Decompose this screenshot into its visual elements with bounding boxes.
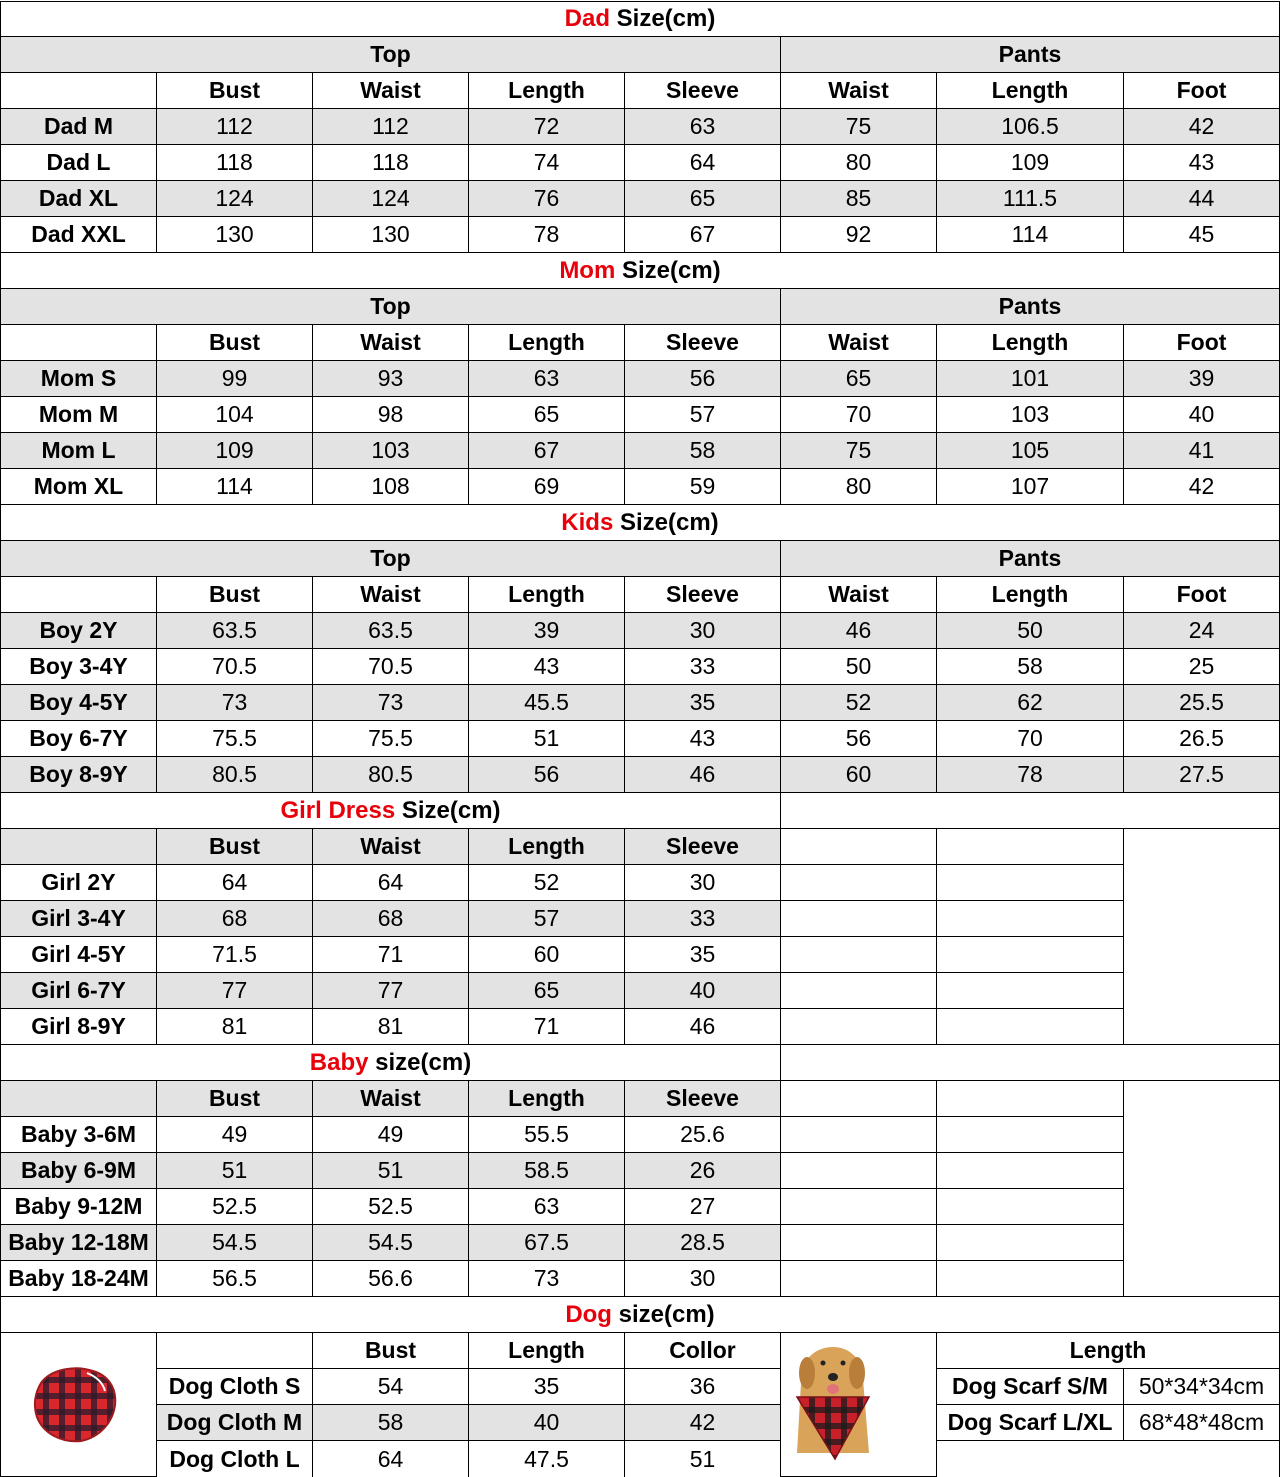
baby-corner-cell [0,1081,157,1117]
mom-value-cell: 58 [625,433,781,469]
dog-cloth-value-cell: 54 [313,1369,469,1405]
mom-value-cell: 103 [313,433,469,469]
baby-value-cell: 54.5 [313,1225,469,1261]
girl-value-cell: 35 [625,937,781,973]
mom-value-cell: 56 [625,361,781,397]
dad-value-cell: 112 [313,109,469,145]
dog-scarf-column-header: Length [937,1333,1280,1369]
dog-cloth-row-label: Dog Cloth L [157,1441,313,1477]
dad-value-cell: 92 [781,217,937,253]
girl-empty-cell [781,973,937,1009]
baby-empty-cell [781,1117,937,1153]
girl-value-cell: 71 [313,937,469,973]
girl-value-cell: 71 [469,1009,625,1045]
dad-value-cell: 106.5 [937,109,1124,145]
baby-title-rest: size(cm) [368,1048,472,1076]
baby-row-label: Baby 6-9M [0,1153,157,1189]
baby-value-cell: 56.6 [313,1261,469,1297]
kids-value-cell: 43 [625,721,781,757]
kids-value-cell: 70.5 [157,649,313,685]
baby-value-cell: 73 [469,1261,625,1297]
girl-column-header: Waist [313,829,469,865]
kids-title-highlight: Kids [561,508,614,536]
kids-value-cell: 62 [937,685,1124,721]
baby-value-cell: 49 [157,1117,313,1153]
dad-value-cell: 65 [625,181,781,217]
mom-row-label: Mom S [0,361,157,397]
mom-value-cell: 108 [313,469,469,505]
girl-title-highlight: Girl Dress [280,796,396,824]
mom-value-cell: 103 [937,397,1124,433]
baby-value-cell: 26 [625,1153,781,1189]
mom-value-cell: 80 [781,469,937,505]
kids-value-cell: 39 [469,613,625,649]
baby-row-label: Baby 3-6M [0,1117,157,1153]
dog-cloth-value-cell: 40 [469,1405,625,1441]
dog-scarf-value-cell: 68*48*48cm [1124,1405,1280,1441]
baby-value-cell: 63 [469,1189,625,1225]
kids-column-header: Length [469,577,625,613]
dad-column-header: Waist [781,73,937,109]
girl-value-cell: 68 [157,901,313,937]
dad-row-label: Dad XXL [0,217,157,253]
kids-value-cell: 73 [313,685,469,721]
girl-empty-cell [937,1009,1124,1045]
dad-value-cell: 118 [157,145,313,181]
dad-value-cell: 112 [157,109,313,145]
dog-title-highlight: Dog [565,1300,612,1328]
baby-value-cell: 52.5 [157,1189,313,1225]
baby-column-header: Bust [157,1081,313,1117]
girl-value-cell: 81 [157,1009,313,1045]
baby-value-cell: 51 [157,1153,313,1189]
girl-corner-cell [0,829,157,865]
dad-column-header: Length [937,73,1124,109]
dad-value-cell: 118 [313,145,469,181]
dad-value-cell: 124 [157,181,313,217]
kids-column-header: Foot [1124,577,1280,613]
mom-value-cell: 39 [1124,361,1280,397]
girl-empty-cell [781,829,937,865]
kids-value-cell: 33 [625,649,781,685]
mom-value-cell: 65 [781,361,937,397]
mom-value-cell: 75 [781,433,937,469]
mom-column-header: Sleeve [625,325,781,361]
girl-empty-cell [937,937,1124,973]
mom-value-cell: 109 [157,433,313,469]
mom-column-header: Length [937,325,1124,361]
mom-top-group-header: Top [0,289,781,325]
dad-value-cell: 130 [157,217,313,253]
baby-title [0,1045,781,1081]
dog-title-rest: size(cm) [611,1300,715,1328]
dog-cloth-column-header: Collor [625,1333,781,1369]
dad-column-header: Foot [1124,73,1280,109]
kids-column-header: Length [937,577,1124,613]
mom-value-cell: 104 [157,397,313,433]
kids-value-cell: 63.5 [157,613,313,649]
mom-value-cell: 69 [469,469,625,505]
dog-cloth-row-label: Dog Cloth S [157,1369,313,1405]
dog-title [0,1297,1280,1333]
girl-empty-cell [937,865,1124,901]
dad-value-cell: 130 [313,217,469,253]
girl-value-cell: 30 [625,865,781,901]
baby-empty-cell [781,1153,937,1189]
mom-value-cell: 105 [937,433,1124,469]
baby-empty-cell [937,1225,1124,1261]
kids-value-cell: 24 [1124,613,1280,649]
baby-value-cell: 58.5 [469,1153,625,1189]
kids-title-rest: Size(cm) [613,508,719,536]
dad-value-cell: 74 [469,145,625,181]
girl-value-cell: 60 [469,937,625,973]
dad-column-header: Sleeve [625,73,781,109]
kids-row-label: Boy 3-4Y [0,649,157,685]
girl-value-cell: 33 [625,901,781,937]
mom-value-cell: 93 [313,361,469,397]
mom-value-cell: 67 [469,433,625,469]
dad-value-cell: 72 [469,109,625,145]
kids-value-cell: 58 [937,649,1124,685]
girl-value-cell: 52 [469,865,625,901]
kids-value-cell: 80.5 [157,757,313,793]
kids-value-cell: 26.5 [1124,721,1280,757]
girl-title-filler [781,793,1280,829]
mom-value-cell: 101 [937,361,1124,397]
kids-row-label: Boy 4-5Y [0,685,157,721]
girl-value-cell: 77 [157,973,313,1009]
girl-row-label: Girl 4-5Y [0,937,157,973]
dad-value-cell: 42 [1124,109,1280,145]
mom-value-cell: 59 [625,469,781,505]
kids-value-cell: 56 [469,757,625,793]
kids-value-cell: 73 [157,685,313,721]
girl-column-header: Length [469,829,625,865]
baby-value-cell: 25.6 [625,1117,781,1153]
baby-empty-cell [781,1225,937,1261]
girl-column-header: Sleeve [625,829,781,865]
girl-value-cell: 64 [313,865,469,901]
dad-value-cell: 114 [937,217,1124,253]
dad-top-group-header: Top [0,37,781,73]
baby-value-cell: 56.5 [157,1261,313,1297]
mom-row-label: Mom L [0,433,157,469]
kids-value-cell: 25 [1124,649,1280,685]
kids-value-cell: 52 [781,685,937,721]
girl-empty-cell [937,901,1124,937]
baby-empty-right-block [1124,1081,1280,1297]
mom-pants-group-header: Pants [781,289,1280,325]
kids-value-cell: 50 [781,649,937,685]
dog-cloth-value-cell: 47.5 [469,1441,625,1477]
kids-value-cell: 70.5 [313,649,469,685]
dog-cloth-value-cell: 36 [625,1369,781,1405]
kids-row-label: Boy 2Y [0,613,157,649]
dog-cloth-value-cell: 51 [625,1441,781,1477]
dad-corner-cell [0,73,157,109]
mom-value-cell: 65 [469,397,625,433]
kids-value-cell: 70 [937,721,1124,757]
baby-empty-cell [937,1189,1124,1225]
kids-column-header: Sleeve [625,577,781,613]
dad-value-cell: 44 [1124,181,1280,217]
mom-title-rest: Size(cm) [615,256,721,284]
girl-value-cell: 81 [313,1009,469,1045]
mom-value-cell: 107 [937,469,1124,505]
mom-column-header: Length [469,325,625,361]
kids-value-cell: 45.5 [469,685,625,721]
baby-value-cell: 54.5 [157,1225,313,1261]
dog-scarf-row-label: Dog Scarf L/XL [937,1405,1124,1441]
dog-scarf-row-label: Dog Scarf S/M [937,1369,1124,1405]
kids-column-header: Waist [313,577,469,613]
mom-title [0,253,1280,289]
girl-row-label: Girl 2Y [0,865,157,901]
mom-value-cell: 57 [625,397,781,433]
girl-value-cell: 64 [157,865,313,901]
girl-row-label: Girl 6-7Y [0,973,157,1009]
baby-value-cell: 27 [625,1189,781,1225]
dog-with-plaid-bandana-icon [793,1343,873,1463]
dad-value-cell: 109 [937,145,1124,181]
baby-empty-cell [937,1081,1124,1117]
mom-value-cell: 41 [1124,433,1280,469]
girl-row-label: Girl 3-4Y [0,901,157,937]
baby-value-cell: 55.5 [469,1117,625,1153]
mom-column-header: Bust [157,325,313,361]
dad-title [0,1,1280,37]
dad-value-cell: 124 [313,181,469,217]
kids-value-cell: 46 [781,613,937,649]
baby-value-cell: 52.5 [313,1189,469,1225]
dog-cloth-value-cell: 42 [625,1405,781,1441]
dad-row-label: Dad XL [0,181,157,217]
kids-value-cell: 56 [781,721,937,757]
mom-title-highlight: Mom [559,256,616,284]
dad-value-cell: 75 [781,109,937,145]
baby-column-header: Length [469,1081,625,1117]
baby-title-filler [781,1045,1280,1081]
girl-empty-cell [781,865,937,901]
baby-value-cell: 28.5 [625,1225,781,1261]
dad-value-cell: 67 [625,217,781,253]
mom-value-cell: 63 [469,361,625,397]
dad-value-cell: 43 [1124,145,1280,181]
kids-value-cell: 46 [625,757,781,793]
dog-scarf-empty-cell [937,1441,1280,1477]
dad-value-cell: 85 [781,181,937,217]
dad-value-cell: 111.5 [937,181,1124,217]
baby-empty-cell [937,1261,1124,1297]
girl-empty-cell [937,829,1124,865]
kids-value-cell: 43 [469,649,625,685]
baby-column-header: Waist [313,1081,469,1117]
baby-empty-cell [781,1261,937,1297]
baby-value-cell: 30 [625,1261,781,1297]
dad-column-header: Length [469,73,625,109]
kids-value-cell: 30 [625,613,781,649]
plaid-dog-shirt-icon [27,1361,127,1445]
kids-row-label: Boy 8-9Y [0,757,157,793]
baby-row-label: Baby 12-18M [0,1225,157,1261]
kids-value-cell: 78 [937,757,1124,793]
baby-empty-cell [781,1081,937,1117]
mom-value-cell: 99 [157,361,313,397]
dog-cloth-corner-cell [157,1333,313,1369]
mom-value-cell: 114 [157,469,313,505]
dad-row-label: Dad M [0,109,157,145]
kids-title [0,505,1280,541]
girl-value-cell: 77 [313,973,469,1009]
mom-value-cell: 70 [781,397,937,433]
kids-column-header: Waist [781,577,937,613]
girl-value-cell: 65 [469,973,625,1009]
kids-top-group-header: Top [0,541,781,577]
mom-row-label: Mom XL [0,469,157,505]
baby-title-highlight: Baby [309,1048,369,1076]
kids-value-cell: 50 [937,613,1124,649]
baby-row-label: Baby 9-12M [0,1189,157,1225]
kids-value-cell: 80.5 [313,757,469,793]
girl-empty-cell [781,937,937,973]
dad-column-header: Waist [313,73,469,109]
girl-title-rest: Size(cm) [395,796,501,824]
dog-cloth-value-cell: 58 [313,1405,469,1441]
baby-empty-cell [781,1189,937,1225]
baby-empty-cell [937,1153,1124,1189]
girl-title [0,793,781,829]
dog-cloth-row-label: Dog Cloth M [157,1405,313,1441]
dog-cloth-value-cell: 35 [469,1369,625,1405]
dad-value-cell: 80 [781,145,937,181]
baby-column-header: Sleeve [625,1081,781,1117]
girl-empty-right-block [1124,829,1280,1045]
dog-cloth-column-header: Bust [313,1333,469,1369]
girl-empty-cell [781,1009,937,1045]
girl-empty-cell [937,973,1124,1009]
girl-column-header: Bust [157,829,313,865]
baby-value-cell: 67.5 [469,1225,625,1261]
dad-value-cell: 78 [469,217,625,253]
dad-value-cell: 45 [1124,217,1280,253]
kids-value-cell: 35 [625,685,781,721]
baby-row-label: Baby 18-24M [0,1261,157,1297]
girl-value-cell: 46 [625,1009,781,1045]
kids-corner-cell [0,577,157,613]
mom-column-header: Waist [781,325,937,361]
mom-value-cell: 42 [1124,469,1280,505]
kids-value-cell: 60 [781,757,937,793]
kids-column-header: Bust [157,577,313,613]
baby-empty-cell [937,1117,1124,1153]
mom-row-label: Mom M [0,397,157,433]
mom-column-header: Foot [1124,325,1280,361]
dog-scarf-value-cell: 50*34*34cm [1124,1369,1280,1405]
kids-value-cell: 75.5 [313,721,469,757]
kids-pants-group-header: Pants [781,541,1280,577]
baby-value-cell: 51 [313,1153,469,1189]
dad-value-cell: 76 [469,181,625,217]
dad-title-rest: Size(cm) [609,5,716,32]
dad-row-label: Dad L [0,145,157,181]
mom-column-header: Waist [313,325,469,361]
dad-value-cell: 64 [625,145,781,181]
girl-value-cell: 40 [625,973,781,1009]
kids-value-cell: 51 [469,721,625,757]
kids-value-cell: 27.5 [1124,757,1280,793]
girl-row-label: Girl 8-9Y [0,1009,157,1045]
dad-title-highlight: Dad [564,5,610,32]
girl-value-cell: 68 [313,901,469,937]
baby-value-cell: 49 [313,1117,469,1153]
mom-corner-cell [0,325,157,361]
dad-column-header: Bust [157,73,313,109]
girl-value-cell: 71.5 [157,937,313,973]
dog-cloth-column-header: Length [469,1333,625,1369]
dog-cloth-value-cell: 64 [313,1441,469,1477]
mom-value-cell: 40 [1124,397,1280,433]
girl-value-cell: 57 [469,901,625,937]
kids-value-cell: 63.5 [313,613,469,649]
mom-value-cell: 98 [313,397,469,433]
dad-pants-group-header: Pants [781,37,1280,73]
girl-empty-cell [781,901,937,937]
dad-value-cell: 63 [625,109,781,145]
kids-value-cell: 25.5 [1124,685,1280,721]
kids-row-label: Boy 6-7Y [0,721,157,757]
kids-value-cell: 75.5 [157,721,313,757]
